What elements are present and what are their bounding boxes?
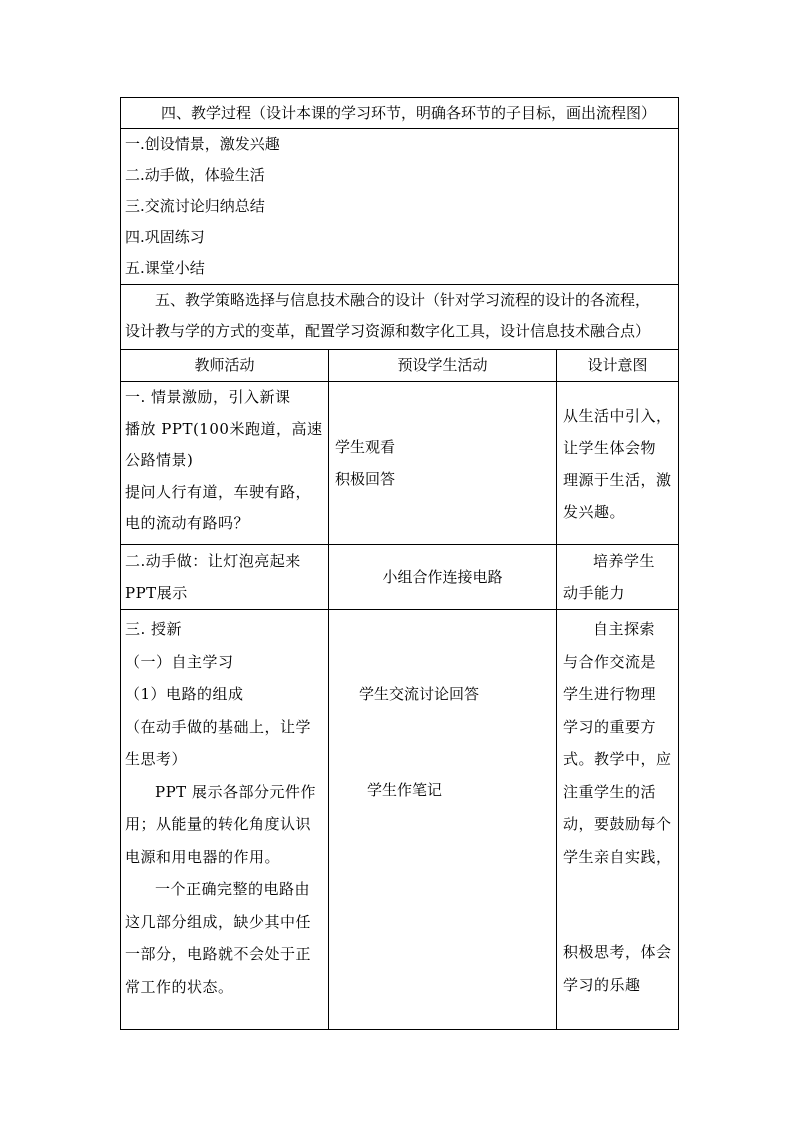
intent-line: 积极思考，体会 xyxy=(563,943,672,961)
section5-heading-line1: 五、教学策略选择与信息技术融合的设计（针对学习流程的设计的各流程， xyxy=(155,291,651,309)
intent-line: 自主探索 xyxy=(593,620,656,638)
student-activity-line: 学生作笔记 xyxy=(367,780,443,799)
teacher-activity-line: 三. 授新 xyxy=(125,620,183,638)
table-header-row xyxy=(121,350,679,382)
intent-line: 培养学生 xyxy=(593,552,656,570)
teacher-activity-line: 电源和用电器的作用。 xyxy=(125,847,281,866)
teacher-activity-line: 播放 PPT(100米跑道，高速 xyxy=(125,419,323,438)
intent-line: 注重学生的活 xyxy=(563,782,657,801)
student-activity-line: 学生交流讨论回答 xyxy=(359,685,480,703)
intent-line: 动，要鼓励每个 xyxy=(563,815,672,833)
teacher-activity-line: 这几部分组成，缺少其中任 xyxy=(125,912,312,931)
intent-line: 与合作交流是 xyxy=(563,652,657,671)
teacher-activity-line: （1）电路的组成 xyxy=(125,685,244,703)
intent-line: 学习的乐趣 xyxy=(563,975,641,994)
step-5: 五.课堂小结 xyxy=(125,259,205,277)
teacher-activity-line: 二.动手做：让灯泡亮起来 xyxy=(125,552,301,570)
intent-line: 让学生体会物 xyxy=(563,439,657,457)
student-activity-line: 积极回答 xyxy=(335,469,396,488)
teacher-activity-line: 公路情景) xyxy=(125,451,194,469)
teacher-activity-line: 电的流动有路吗？ xyxy=(125,514,250,532)
intent-line: 式。教学中，应 xyxy=(563,750,672,768)
teacher-activity-line: 一个正确完整的电路由 xyxy=(155,880,311,898)
intent-line: 动手能力 xyxy=(563,584,626,602)
step-4: 四.巩固练习 xyxy=(125,228,205,246)
teacher-activity-line: PPT展示 xyxy=(125,584,188,602)
table-row xyxy=(121,610,679,1030)
blank-line xyxy=(563,873,674,905)
intent-line: 从生活中引入， xyxy=(563,407,672,425)
section4-heading-row xyxy=(121,98,679,129)
section5-heading-line2: 设计教与学的方式的变革，配置学习资源和数字化工具，设计信息技术融合点） xyxy=(125,322,651,340)
teacher-activity-line: （一）自主学习 xyxy=(125,652,234,671)
column-header-teacher: 教师活动 xyxy=(194,356,255,374)
teacher-activity-line: 一. 情景激励，引入新课 xyxy=(125,388,291,406)
teacher-activity-line: 生思考） xyxy=(125,750,188,768)
teacher-activity-line: 一部分，电路就不会处于正 xyxy=(125,945,312,963)
section4-heading: 四、教学过程（设计本课的学习环节，明确各环节的子目标，画出流程图） xyxy=(161,104,657,122)
intent-line: 发兴趣。 xyxy=(563,503,626,521)
teacher-activity-line: 常工作的状态。 xyxy=(125,977,234,996)
intent-line: 学生进行物理 xyxy=(563,685,657,703)
teacher-activity-line: PPT 展示各部分元件作 xyxy=(155,782,316,801)
teacher-activity-line: （在动手做的基础上，让学 xyxy=(125,717,312,736)
student-activity-line: 学生观看 xyxy=(335,438,396,456)
column-header-intent: 设计意图 xyxy=(587,356,648,374)
lesson-plan-table xyxy=(120,97,679,1030)
blank-line xyxy=(563,905,674,937)
intent-line: 学生亲自实践， xyxy=(563,847,672,866)
step-2: 二.动手做，体验生活 xyxy=(125,166,265,184)
student-activity-line: 小组合作连接电路 xyxy=(382,568,503,586)
step-1: 一.创设情景，激发兴趣 xyxy=(125,135,280,153)
teacher-activity-line: 用；从能量的转化角度认识 xyxy=(125,815,312,833)
section4-steps-row xyxy=(121,129,679,285)
intent-line: 理源于生活，激 xyxy=(563,471,672,489)
intent-line: 学习的重要方 xyxy=(563,717,657,736)
table-row xyxy=(121,545,679,610)
teacher-activity-line: 提问人行有道，车驶有路， xyxy=(125,482,312,501)
column-header-student: 预设学生活动 xyxy=(397,356,488,374)
step-3: 三.交流讨论归纳总结 xyxy=(125,197,265,215)
section5-heading-row xyxy=(121,285,679,350)
table-row xyxy=(121,382,679,545)
